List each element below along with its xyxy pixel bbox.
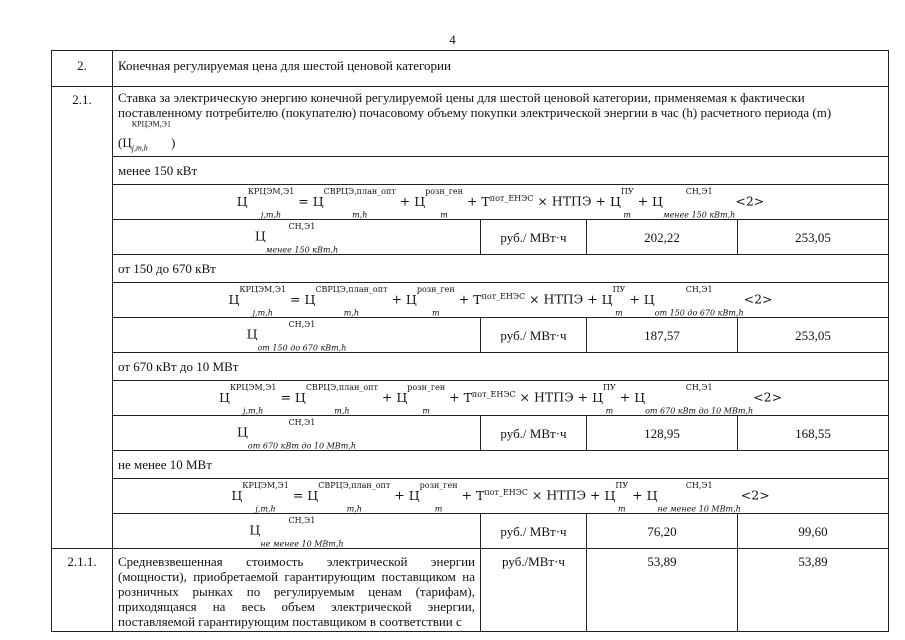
row-2 <box>52 51 889 87</box>
row-2-1-1-number: 2.1.1. <box>52 549 113 632</box>
category-formula: $Ц^{КРЦЭМ,Э1}$ $_{j,m,h} = Ц^{СВРЦЭ,план\_опт}$ $_{m,h} + Ц^{розн\_ген}$ $_m + Т^{пот\_ЕНЭС}$ × НТПЭ + $Ц^{ПУ}$ $_m + Ц^{СН,Э1}$ $_{менее 150 кВт,h}$<2> <box>113 185 889 220</box>
formula-footnote: <2> <box>740 487 770 503</box>
category-value-1: 202,22 <box>587 220 738 255</box>
row-2-1-1 <box>52 549 889 632</box>
category-label: не менее 10 МВт <box>113 451 889 479</box>
formula-term-svrce: $Ц^{СВРЦЭ,план\_опт}$ $_{m,h}$ <box>304 284 388 318</box>
row-2-1 <box>52 87 889 157</box>
row-2-1-text: Ставка за электрическую энергию конечной регулируемой цены для шестой ценовой категории, применяемая к фактически поставленному потребителю (покупателю) почасовому объему покупки электрической энергии в час (h) расчетного периода (m) <box>118 90 832 120</box>
tariff-table <box>51 50 889 632</box>
formula-term-svrce: $Ц^{СВРЦЭ,план\_опт}$ $_{m,h}$ <box>294 382 378 416</box>
category-label: от 150 до 670 кВт <box>113 255 889 283</box>
formula-term-svrce: $Ц^{СВРЦЭ,план\_опт}$ $_{m,h}$ <box>307 480 391 514</box>
formula-term-sn: $Ц^{СН,Э1}$ $_{менее 150 кВт,h}$ <box>652 186 736 220</box>
formula-lhs: $Ц^{КРЦЭМ,Э1}$ $_{j,m,h}$ <box>228 284 287 318</box>
formula-term-pu: $Ц^{ПУ}$ $_m$ <box>604 480 629 514</box>
category-header-row <box>52 353 889 381</box>
formula-term-sn: $Ц^{СН,Э1}$ $_{от 670 кВт до 10 МВт,h}$ <box>634 382 754 416</box>
category-value-2: 253,05 <box>738 220 889 255</box>
formula-term-rozn: $Ц^{розн\_ген}$ $_m$ <box>408 480 458 514</box>
formula-term-rozn: $Ц^{розн\_ген}$ $_m$ <box>405 284 455 318</box>
formula-term-pu: $Ц^{ПУ}$ $_m$ <box>609 186 634 220</box>
category-unit: руб./ МВт·ч <box>481 220 587 255</box>
formula-term-tpot: $Т^{пот\_ЕНЭС}$ <box>475 487 528 503</box>
row-2-1-description <box>113 87 889 157</box>
category-label: от 670 кВт до 10 МВт <box>113 353 889 381</box>
category-value-row <box>52 220 889 255</box>
formula-term-rozn: $Ц^{розн\_ген}$ $_m$ <box>414 186 463 220</box>
formula-term-tpot: $Т^{пот\_ЕНЭС}$ <box>463 389 516 405</box>
row-2-1-1-value-2: 53,89 <box>738 549 889 632</box>
formula-footnote: <2> <box>735 193 765 209</box>
formula-term-pu: $Ц^{ПУ}$ $_m$ <box>592 382 616 416</box>
category-formula-row <box>52 381 889 416</box>
formula-term-sn: $Ц^{СН,Э1}$ $_{от 150 до 670 кВт,h}$ <box>643 284 744 318</box>
category-symbol: $Ц^{СН,Э1}$ $_{от 150 до 670 кВт,h}$ <box>113 318 481 353</box>
category-value-1: 128,95 <box>587 416 738 451</box>
row-2-1-number: 2.1. <box>52 87 113 549</box>
category-symbol: $Ц^{СН,Э1}$ $_{не менее 10 МВт,h}$ <box>113 514 481 549</box>
formula-term-rozn: $Ц^{розн\_ген}$ $_m$ <box>396 382 446 416</box>
formula-term-tpot: $Т^{пот\_ЕНЭС}$ <box>481 193 534 209</box>
formula-lhs: $Ц^{КРЦЭМ,Э1}$ $_{j,m,h}$ <box>218 382 277 416</box>
formula-term-tpot: $Т^{пот\_ЕНЭС}$ <box>473 291 526 307</box>
row-2-1-1-unit: руб./МВт·ч <box>481 549 587 632</box>
page-number: 4 <box>449 32 456 47</box>
formula-term-sn: $Ц^{СН,Э1}$ $_{не менее 10 МВт,h}$ <box>646 480 741 514</box>
row-2-title: Конечная регулируемая цена для шестой ценовой категории <box>113 51 889 87</box>
category-header-row <box>52 157 889 185</box>
formula-term-pu: $Ц^{ПУ}$ $_m$ <box>601 284 626 318</box>
category-value-row <box>52 416 889 451</box>
category-value-row <box>52 514 889 549</box>
category-unit: руб./ МВт·ч <box>481 514 587 549</box>
category-symbol: $Ц^{СН,Э1}$ $_{от 670 кВт до 10 МВт,h}$ <box>113 416 481 451</box>
category-symbol: $Ц^{СН,Э1}$ $_{менее 150 кВт,h}$ <box>113 220 481 255</box>
formula-lhs: $Ц^{КРЦЭМ,Э1}$ $_{j,m,h}$ <box>231 480 289 514</box>
category-formula-row <box>52 283 889 318</box>
category-formula-row <box>52 185 889 220</box>
category-formula: $Ц^{КРЦЭМ,Э1}$ $_{j,m,h} = Ц^{СВРЦЭ,план\_опт}$ $_{m,h} + Ц^{розн\_ген}$ $_m + Т^{пот\_ЕНЭС}$ × НТПЭ + $Ц^{ПУ}$ $_m + Ц^{СН,Э1}$ $_{не менее 10 МВт,h}$<2> <box>113 479 889 514</box>
category-unit: руб./ МВт·ч <box>481 416 587 451</box>
category-label: менее 150 кВт <box>113 157 889 185</box>
category-header-row <box>52 255 889 283</box>
category-value-2: 168,55 <box>738 416 889 451</box>
row-2-1-symbol: ($Ц^{КРЦЭМ,Э1}$ $_{j,m,h}$ ) <box>118 119 176 153</box>
category-formula-row <box>52 479 889 514</box>
category-header-row <box>52 451 889 479</box>
row-2-number: 2. <box>52 51 113 87</box>
formula-term-svrce: $Ц^{СВРЦЭ,план\_опт}$ $_{m,h}$ <box>312 186 396 220</box>
row-2-1-1-text: Средневзвешенная стоимость электрической энергии (мощности), приобретаемой гарантирующим поставщиком на розничных рынках по регулируемым ценам (тарифам), приходящаяся на весь объем электрической энергии, поставляемой гарантирующим поставщиком в соответствии с <box>113 549 481 632</box>
category-formula: $Ц^{КРЦЭМ,Э1}$ $_{j,m,h} = Ц^{СВРЦЭ,план\_опт}$ $_{m,h} + Ц^{розн\_ген}$ $_m + Т^{пот\_ЕНЭС}$ × НТПЭ + $Ц^{ПУ}$ $_m + Ц^{СН,Э1}$ $_{от 150 до 670 кВт,h}$<2> <box>113 283 889 318</box>
category-formula: $Ц^{КРЦЭМ,Э1}$ $_{j,m,h} = Ц^{СВРЦЭ,план\_опт}$ $_{m,h} + Ц^{розн\_ген}$ $_m + Т^{пот\_ЕНЭС}$ × НТПЭ + $Ц^{ПУ}$ $_m + Ц^{СН,Э1}$ $_{от 670 кВт до 10 МВт,h}$<2> <box>113 381 889 416</box>
category-value-1: 187,57 <box>587 318 738 353</box>
formula-lhs: $Ц^{КРЦЭМ,Э1}$ $_{j,m,h}$ <box>236 186 295 220</box>
category-value-row <box>52 318 889 353</box>
category-unit: руб./ МВт·ч <box>481 318 587 353</box>
category-value-2: 99,60 <box>738 514 889 549</box>
category-value-2: 253,05 <box>738 318 889 353</box>
formula-footnote: <2> <box>743 291 773 307</box>
formula-footnote: <2> <box>753 389 783 405</box>
row-2-1-1-value-1: 53,89 <box>587 549 738 632</box>
category-value-1: 76,20 <box>587 514 738 549</box>
